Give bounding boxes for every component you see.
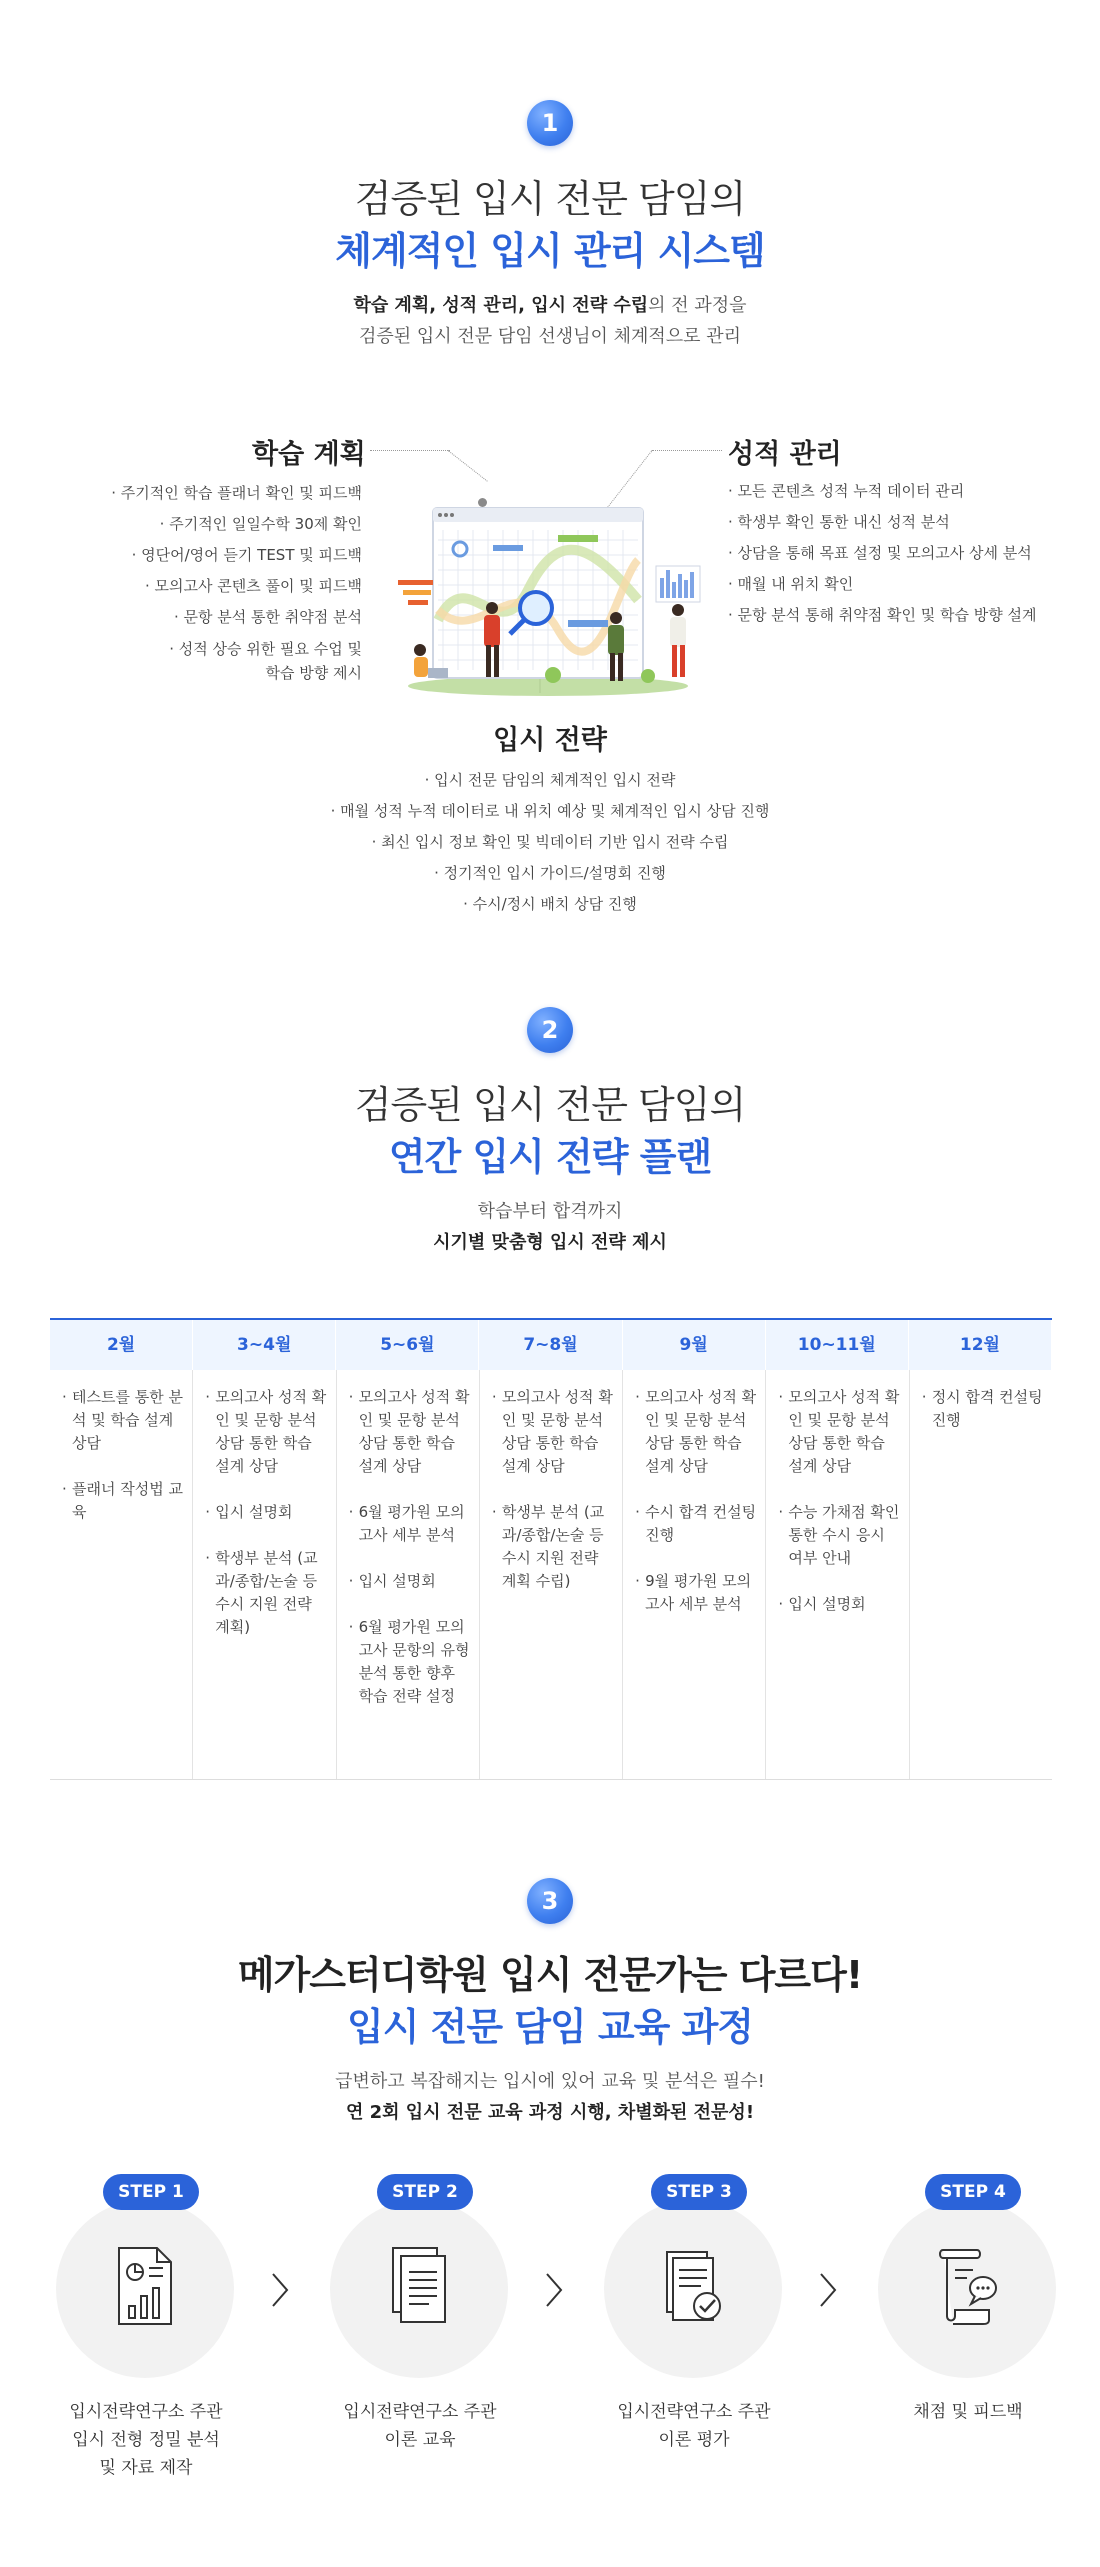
plan-column-feb (50, 1370, 193, 1779)
chevron-right-icon (268, 2270, 292, 2310)
plan-column-jul-aug (480, 1370, 623, 1779)
section3-subtitle (0, 2066, 1100, 2128)
strategy-title: 입시 전략 (493, 725, 607, 756)
plan-month-header: 9월 (623, 1320, 766, 1370)
plan-item: · 영단어/영어 듣기 TEST 및 피드백 (131, 546, 362, 564)
section1-subtitle-line2: 검증된 입시 전문 담임 선생님이 체계적으로 관리 (358, 326, 742, 347)
section1-subtitle (0, 290, 1100, 352)
plan-cell-item: · 모의고사 성적 확인 및 문항 분석 상담 통한 학습 설계 상담 (347, 1386, 471, 1478)
strategy-item: · 입시 전문 담임의 체계적인 입시 전략 (424, 771, 676, 789)
plan-item: 학습 방향 제시 (265, 664, 362, 682)
step-badge: STEP 3 (651, 2174, 747, 2210)
strategy-item: · 수시/정시 배치 상담 진행 (463, 895, 637, 913)
strategy-item: · 정기적인 입시 가이드/설명회 진행 (434, 864, 666, 882)
plan-cell-item: · 모의고사 성적 확인 및 문항 분석 상담 통한 학습 설계 상담 (776, 1386, 900, 1478)
plan-month-header: 5~6월 (336, 1320, 479, 1370)
section3-subtitle-line2: 연 2회 입시 전문 교육 과정 시행, 차별화된 전문성! (345, 2102, 755, 2123)
step-label (300, 2398, 540, 2454)
strategy-item: · 매월 성적 누적 데이터로 내 위치 예상 및 체계적인 입시 상담 진행 (330, 802, 770, 820)
document-chart-icon (115, 2244, 175, 2328)
section2-subtitle (0, 1196, 1100, 1258)
plan-title: 학습 계획 (252, 439, 366, 470)
step-label-line: 이론 교육 (384, 2430, 456, 2450)
plan-column-may-jun (337, 1370, 480, 1779)
plan-cell-item: · 입시 설명회 (203, 1501, 327, 1524)
step-label-line: 및 자료 제작 (99, 2458, 193, 2478)
section2-title-line2: 연간 입시 전략 플랜 (388, 1135, 712, 1179)
scroll-feedback-icon (932, 2244, 1002, 2328)
plan-item: · 문항 분석 통한 취약점 분석 (174, 608, 362, 626)
plan-cell-item: · 모의고사 성적 확인 및 문항 분석 상담 통한 학습 설계 상담 (490, 1386, 614, 1478)
plan-cell-item: · 입시 설명회 (347, 1570, 471, 1593)
grade-list (728, 476, 1068, 631)
annual-plan-body (50, 1370, 1052, 1780)
plan-cell-item: · 정시 합격 컨설팅 진행 (920, 1386, 1044, 1432)
plan-cell-item: · 6월 평가원 모의고사 문항의 유형 분석 통한 향후 학습 전략 설정 (347, 1616, 471, 1708)
plan-cell-item: · 학생부 분석 (교과/종합/논술 등 수시 지원 전략 계획) (203, 1547, 327, 1639)
section2-title-line1: 검증된 입시 전문 담임의 (354, 1083, 746, 1127)
plan-column-oct-nov (766, 1370, 909, 1779)
document-check-icon (663, 2244, 723, 2328)
plan-cell-item: · 모의고사 성적 확인 및 문항 분석 상담 통한 학습 설계 상담 (633, 1386, 757, 1478)
strategy-list (0, 765, 1100, 920)
plan-cell-item: · 수시 합격 컨설팅 진행 (633, 1501, 757, 1547)
plan-cell-item: · 플래너 작성법 교육 (60, 1478, 184, 1524)
plan-cell-item: · 9월 평가원 모의고사 세부 분석 (633, 1570, 757, 1616)
grade-title: 성적 관리 (728, 439, 842, 470)
plan-cell-item: · 학생부 분석 (교과/종합/논술 등 수시 지원 전략 계획 수립) (490, 1501, 614, 1593)
step-badge: STEP 4 (925, 2174, 1021, 2210)
section1-subtitle-bold: 학습 계획, 성적 관리, 입시 전략 수립 (353, 295, 649, 316)
plan-cell-item: · 6월 평가원 모의고사 세부 분석 (347, 1501, 471, 1547)
plan-list (60, 478, 362, 685)
plan-month-header: 3~4월 (193, 1320, 336, 1370)
annual-plan-header (50, 1318, 1052, 1370)
plan-item: · 모의고사 콘텐츠 풀이 및 피드백 (145, 577, 362, 595)
section2-number-badge: 2 (527, 1007, 573, 1053)
grade-item: · 문항 분석 통해 취약점 확인 및 학습 방향 설계 (728, 606, 1037, 624)
section1-number-badge: 1 (527, 100, 573, 146)
grade-item: · 상담을 통해 목표 설정 및 모의고사 상세 분석 (728, 544, 1032, 562)
step-label-line: 입시 전형 정밀 분석 (72, 2430, 220, 2450)
section1-title-line2: 체계적인 입시 관리 시스템 (335, 229, 765, 273)
section1-subtitle-rest: 의 전 과정을 (648, 295, 747, 316)
section3-title-line1: 메가스터디학원 입시 전문가는 다르다! (237, 1953, 863, 1997)
chevron-right-icon (816, 2270, 840, 2310)
section1-title-line1: 검증된 입시 전문 담임의 (354, 177, 746, 221)
plan-cell-item: · 입시 설명회 (776, 1593, 900, 1616)
section3-number-badge: 3 (527, 1878, 573, 1924)
plan-item: · 주기적인 학습 플래너 확인 및 피드백 (111, 484, 362, 502)
step-label-line: 채점 및 피드백 (913, 2402, 1023, 2422)
plan-cell-item: · 모의고사 성적 확인 및 문항 분석 상담 통한 학습 설계 상담 (203, 1386, 327, 1478)
section3-subtitle-line1: 급변하고 복잡해지는 입시에 있어 교육 및 분석은 필수! (335, 2071, 765, 2092)
grade-item: · 모든 콘텐츠 성적 누적 데이터 관리 (728, 482, 965, 500)
strategy-item: · 최신 입시 정보 확인 및 빅데이터 기반 입시 전략 수립 (371, 833, 729, 851)
plan-month-header: 7~8월 (479, 1320, 622, 1370)
plan-month-header: 12월 (909, 1320, 1052, 1370)
grade-item: · 매월 내 위치 확인 (728, 575, 854, 593)
data-analysis-illustration (398, 500, 708, 700)
connector-plan (370, 450, 450, 451)
documents-icon (389, 2244, 449, 2328)
plan-column-dec (910, 1370, 1052, 1779)
step-label-line: 입시전략연구소 주관 (617, 2402, 771, 2422)
plan-month-header: 10~11월 (766, 1320, 909, 1370)
grade-item: · 학생부 확인 통한 내신 성적 분석 (728, 513, 950, 531)
plan-month-header: 2월 (50, 1320, 193, 1370)
connector-grade (652, 450, 722, 451)
step-label-line: 이론 평가 (658, 2430, 730, 2450)
section2-subtitle-line2: 시기별 맞춤형 입시 전략 제시 (433, 1232, 667, 1253)
plan-item: · 성적 상승 위한 필요 수업 및 (169, 640, 362, 658)
plan-item: · 주기적인 일일수학 30제 확인 (159, 515, 362, 533)
plan-column-sep (623, 1370, 766, 1779)
step-label (574, 2398, 814, 2454)
plan-cell-item: · 테스트를 통한 분석 및 학습 설계 상담 (60, 1386, 184, 1455)
connector-plan-diag (448, 450, 488, 482)
step-label (848, 2398, 1088, 2426)
chevron-right-icon (542, 2270, 566, 2310)
section3-title-line2: 입시 전문 담임 교육 과정 (347, 2005, 753, 2049)
annual-plan-table (50, 1318, 1052, 1780)
plan-cell-item: · 수능 가채점 확인 통한 수시 응시 여부 안내 (776, 1501, 900, 1570)
step-label-line: 입시전략연구소 주관 (69, 2402, 223, 2422)
step-label-line: 입시전략연구소 주관 (343, 2402, 497, 2422)
step-badge: STEP 1 (103, 2174, 199, 2210)
step-badge: STEP 2 (377, 2174, 473, 2210)
plan-column-mar-apr (193, 1370, 336, 1779)
step-label (26, 2398, 266, 2482)
section2-subtitle-line1: 학습부터 합격까지 (477, 1201, 623, 1222)
